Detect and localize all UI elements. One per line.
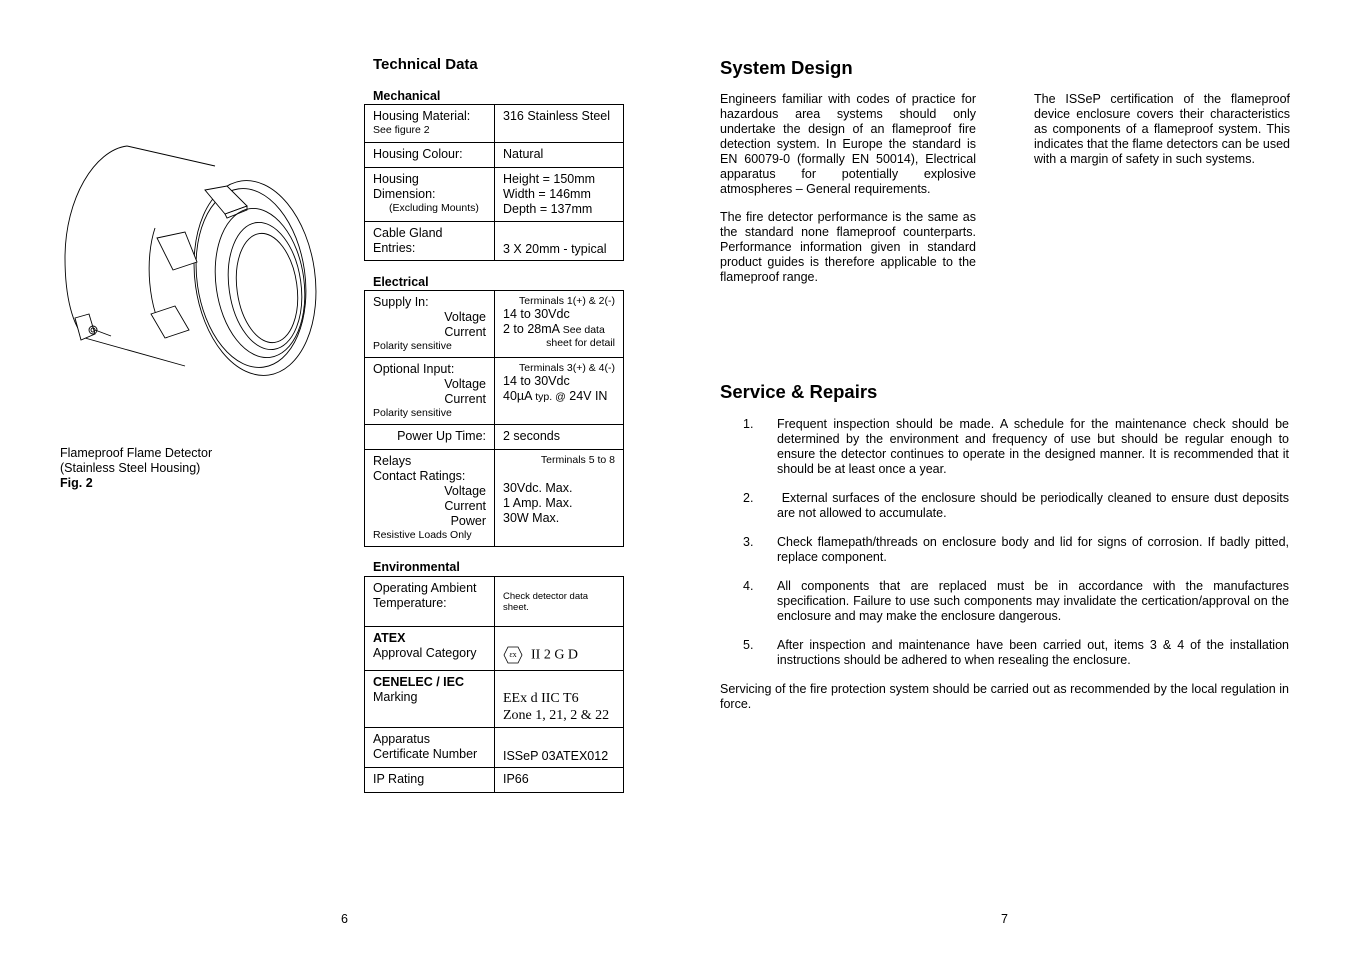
list-item [720, 579, 1289, 624]
cenelec-label: Marking [373, 690, 418, 704]
housing-material-note: See figure 2 [373, 124, 430, 136]
housing-dimension-note: (Excluding Mounts) [389, 202, 479, 214]
list-item-text: All components that are replaced must be in accordance with the manufactures specification. Failure to use such components may invalidate the certication/approval on the enclosure and may make the enclosure dangerous. [777, 579, 1289, 623]
list-item [720, 638, 1289, 668]
optional-current-line [503, 389, 615, 404]
certificate-value: ISSeP 03ATEX012 [495, 728, 624, 768]
supply-current-note-2: sheet for detail [546, 337, 615, 349]
cenelec-value-2: Zone 1, 21, 2 & 22 [503, 708, 610, 723]
figure-caption-line-2: (Stainless Steel Housing) [60, 461, 201, 475]
list-item-number: 1. [743, 417, 754, 431]
housing-colour-value: Natural [495, 143, 624, 168]
technical-data-title: Technical Data [373, 56, 478, 73]
certificate-label-2: Certificate Number [373, 747, 478, 761]
supply-current-line [503, 322, 615, 337]
electrical-table [364, 290, 624, 547]
supply-in-label: Supply In: [373, 295, 429, 309]
list-item-number: 2. [743, 491, 754, 505]
cable-gland-label-2: Entries: [373, 241, 416, 255]
service-footer: Servicing of the fire protection system should be carried out as recommended by the local regulation in force. [720, 682, 1289, 711]
housing-dimension-label-1: Housing [373, 172, 419, 186]
optional-voltage-label: Voltage [444, 377, 486, 391]
relays-label-1: Relays [373, 454, 412, 468]
list-item [720, 491, 1293, 521]
system-design-para-3: The ISSeP certification of the flameproof device enclosure covers their characteristics as components of a flameproof system. This indicates that the flame detectors can be used with a margin of safety in such systems. [1034, 92, 1290, 166]
ex-symbol-text: εx [509, 650, 517, 659]
certificate-label-1: Apparatus [373, 732, 430, 746]
service-repairs-list [720, 417, 1293, 682]
figure-caption-line-1: Flameproof Flame Detector [60, 446, 213, 460]
relays-current-label: Current [444, 499, 486, 513]
relays-spacer [503, 466, 615, 481]
dimension-height: Height = 150mm [503, 172, 596, 186]
optional-current-note: typ. @ [535, 391, 566, 403]
figure-caption [60, 446, 212, 491]
ambient-temp-label-2: Temperature: [373, 596, 447, 610]
supply-polarity-note: Polarity sensitive [373, 340, 452, 352]
list-item-text: Check flamepath/threads on enclosure body and lid for signs of corrosion. If badly pitted, replace component. [777, 535, 1289, 564]
housing-colour-label: Housing Colour: [365, 143, 495, 168]
supply-current-label: Current [444, 325, 486, 339]
housing-colour-row [365, 143, 624, 168]
certificate-row [365, 728, 624, 768]
relays-label-2: Contact Ratings: [373, 469, 466, 483]
ip-rating-row [365, 768, 624, 793]
list-item-number: 3. [743, 535, 754, 549]
figure-label: Fig. 2 [60, 476, 93, 490]
environmental-table [364, 576, 624, 793]
optional-polarity-note: Polarity sensitive [373, 407, 452, 419]
optional-current-label: Current [444, 392, 486, 406]
relays-note: Resistive Loads Only [373, 529, 472, 541]
optional-current-suffix: 24V IN [569, 389, 608, 403]
system-design-para-1: Engineers familiar with codes of practice for hazardous area systems should only undertake the design of an flameproof fire detection system. In Europe the standard is EN 60079-0 (formally EN 50014), Electrical apparatus for potentially explosive atmospheres – General requirements. [720, 92, 976, 196]
optional-terminals: Terminals 3(+) & 4(-) [519, 362, 615, 374]
cenelec-row [365, 671, 624, 728]
cenelec-label-bold: CENELEC / IEC [373, 675, 464, 689]
housing-material-label: Housing Material: [373, 109, 471, 123]
relays-terminals: Terminals 5 to 8 [540, 454, 615, 466]
cenelec-value-1: EEx d IIC T6 [503, 691, 579, 706]
supply-voltage-label: Voltage [444, 310, 486, 324]
service-repairs-title: Service & Repairs [720, 381, 878, 402]
supply-current-note-1: See data [562, 324, 605, 336]
list-item-number: 4. [743, 579, 754, 593]
list-item [720, 535, 1289, 565]
relays-current-value: 1 Amp. Max. [503, 496, 573, 510]
dimension-width: Width = 146mm [503, 187, 591, 201]
system-design-para-2: The fire detector performance is the same as the standard none flameproof counterparts. Performance information given in standard product guides is therefore applicable to the flameproof range. [720, 210, 976, 284]
relays-voltage-value: 30Vdc. Max. [503, 481, 573, 495]
environmental-label: Environmental [373, 560, 460, 574]
optional-voltage-value: 14 to 30Vdc [503, 374, 570, 388]
list-item-number: 5. [743, 638, 754, 652]
ip-rating-value: IP66 [495, 768, 624, 793]
cable-gland-label-1: Cable Gland [373, 226, 443, 240]
power-up-label: Power Up Time: [365, 425, 495, 450]
atex-label: Approval Category [373, 646, 477, 660]
supply-voltage-value: 14 to 30Vdc [503, 307, 570, 321]
atex-row [365, 627, 624, 671]
page-number-right: 7 [1001, 912, 1008, 926]
page-number-left: 6 [341, 912, 348, 926]
cable-gland-value: 3 X 20mm - typical [495, 222, 624, 261]
dimension-depth: Depth = 137mm [503, 202, 593, 216]
power-up-row [365, 425, 624, 450]
system-design-title: System Design [720, 57, 853, 78]
relays-row [365, 450, 624, 547]
mechanical-label: Mechanical [373, 89, 441, 103]
optional-input-row [365, 358, 624, 425]
supply-terminals: Terminals 1(+) & 2(-) [519, 295, 615, 307]
ambient-temp-value-1: Check detector data [503, 591, 589, 602]
housing-material-value: 316 Stainless Steel [495, 105, 624, 143]
flame-detector-illustration [55, 138, 325, 383]
housing-material-row [365, 105, 624, 143]
list-item-text: After inspection and maintenance have been carried out, items 3 & 4 of the installation instructions should be adhered to when resealing the enclosure. [777, 638, 1289, 667]
list-item-text: Frequent inspection should be made. A schedule for the maintenance check should be determined by the environment and frequency of use but should be regular enough to ensure the detector continues to operate in the designed manner. It is recommended that it should be at least once a year. [777, 417, 1289, 476]
ip-rating-label: IP Rating [365, 768, 495, 793]
housing-dimension-row [365, 168, 624, 222]
optional-input-label: Optional Input: [373, 362, 455, 376]
ex-hexagon-icon [503, 646, 523, 664]
relays-power-value: 30W Max. [503, 511, 560, 525]
atex-label-bold: ATEX [373, 631, 406, 645]
electrical-label: Electrical [373, 275, 429, 289]
power-up-value: 2 seconds [495, 425, 624, 450]
list-item-text: External surfaces of the enclosure should be periodically cleaned to ensure dust deposits are not allowed to accumulate. [777, 491, 1293, 520]
ambient-temp-label-1: Operating Ambient [373, 581, 477, 595]
ambient-temp-row [365, 577, 624, 627]
housing-dimension-label-2: Dimension: [373, 187, 436, 201]
relays-voltage-label: Voltage [444, 484, 486, 498]
supply-current-value: 2 to 28mA [503, 322, 560, 336]
list-item [720, 417, 1289, 477]
atex-value: II 2 G D [531, 647, 579, 663]
ambient-temp-value-2: sheet. [503, 602, 529, 613]
optional-current-value: 40µA [503, 389, 532, 403]
mechanical-table [364, 104, 624, 261]
cable-gland-row [365, 222, 624, 261]
supply-in-row [365, 291, 624, 358]
relays-power-label: Power [450, 514, 486, 528]
